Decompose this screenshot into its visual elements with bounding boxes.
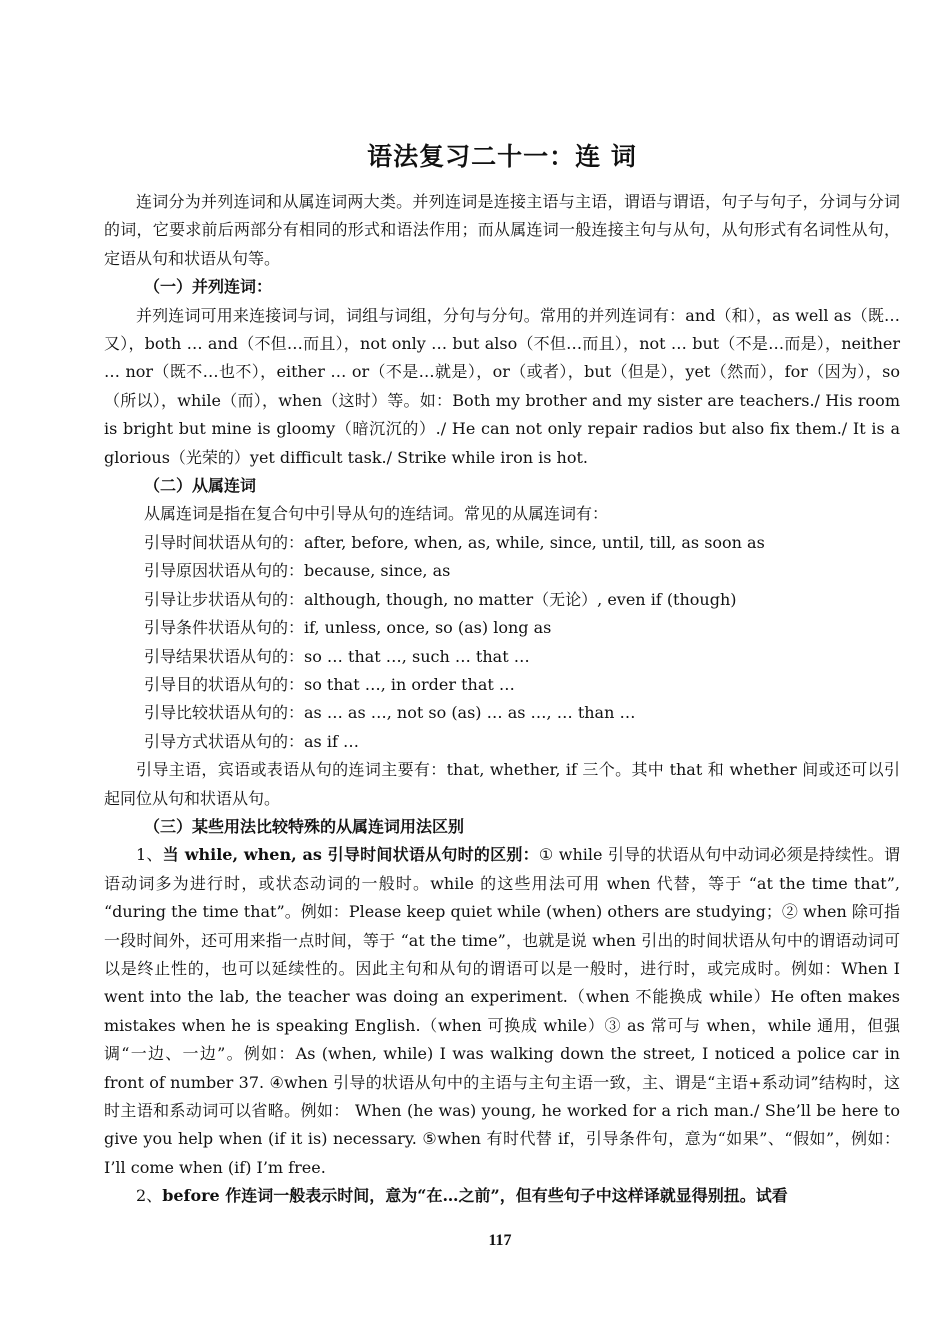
document-page — [104, 140, 900, 1211]
item1-number: 1、 — [136, 845, 163, 865]
section3-item1 — [104, 841, 900, 1182]
item2-bold-lead: before 作连词一般表示时间，意为“在…之前”，但有些句子中这样译就显得别扭。试看 — [162, 1186, 788, 1206]
intro-paragraph: 连词分为并列连词和从属连词两大类。并列连词是连接主语与主语，谓语与谓语，句子与句子，分词与分词的词，它要求前后两部分有相同的形式和语法作用；而从属连词一般连接主句与从句，从句形式有名词性从句，定语从句和状语从句等。 — [104, 192, 900, 268]
list-item: 引导比较状语从句的：as … as …, not so (as) … as …, … than … — [144, 703, 636, 723]
section3-item2 — [104, 1182, 900, 1210]
section2-intro: 从属连词是指在复合句中引导从句的连结词。常见的从属连词有： — [144, 504, 609, 524]
list-item: 引导时间状语从句的：after, before, when, as, while, since, until, till, as soon as — [144, 532, 765, 552]
list-item: 引导原因状语从句的：because, since, as — [144, 561, 451, 581]
list-item: 引导条件状语从句的：if, unless, once, so (as) long as — [144, 618, 552, 638]
list-item: 引导结果状语从句的：so … that …, such … that … — [144, 646, 530, 666]
section2-heading: （二）从属连词 — [144, 476, 257, 496]
list-item: 引导让步状语从句的：although, though, no matter（无论）, even if (though) — [144, 589, 737, 609]
item2-number: 2、 — [136, 1186, 163, 1206]
list-item: 引导目的状语从句的：so that …, in order that … — [144, 674, 515, 694]
section1-body: 并列连词可用来连接词与词，词组与词组，分句与分句。常用的并列连词有：and（和），as well as（既…又），both … and（不但…而且），not only … but also（不但…而且），not … but（不是…而是），neither … nor（既不…也不），either … or（不是…就是），or（或者），but（但是），yet（然而），for（因为），so（所以），while（而），when（这时）等。如：Both my brother and my sister are teachers./ His room is bright but mine is gloomy（暗沉沉的）./ He can not only repair radios but also fix them./ It is a glorious（光荣的）yet difficult task./ Strike while iron is hot. — [104, 305, 900, 467]
page-number: 117 — [488, 1232, 512, 1249]
section2-closing: 引导主语，宾语或表语从句的连词主要有：that, whether, if 三个。其中 that 和 whether 间或还可以引起同位从句和状语从句。 — [104, 760, 900, 808]
item1-bold-lead: 当 while, when, as 引导时间状语从句时的区别： — [162, 845, 539, 865]
list-item: 引导方式状语从句的：as if … — [144, 731, 359, 751]
section1-heading: （一）并列连词： — [144, 277, 273, 297]
item1-body: ① while 引导的状语从句中动词必须是持续性。谓语动词多为进行时，或状态动词的一般时。while 的这些用法可用 when 代替，等于 “at the time that”, “during the time that”。例如：Please keep quiet while (when) others are studying；② when 除可指一段时间外，还可用来指一点时间，等于 “at the time”，也就是说 when 引出的时间状语从句中的谓语动词可以是终止性的，也可以延续性的。因此主句和从句的谓语可以是一般时，进行时，或完成时。例如：When I went into the lab, the teacher was doing an experiment.（when 不能换成 while）He often makes mistakes when he is speaking English.（when 可换成 while）③ as 常可与 when，while 通用，但强调“一边、一边”。例如：As (when, while) I was walking down the street, I noticed a police car in front of number 37. ④when 引导的状语从句中的主语与主句主语一致，主、谓是“主语+系动词”结构时，这时主语和系动词可以省略。例如： When (he was) young, he worked for a rich man./ She’ll be here to give you help when (if it is) necessary. ⑤when 有时代替 if，引导条件句，意为“如果”、“假如”，例如：I’ll come when (if) I’m free. — [104, 845, 900, 1177]
section3-heading: （三）某些用法比较特殊的从属连词用法区别 — [144, 816, 465, 836]
page-title: 语法复习二十一：连 词 — [367, 142, 637, 171]
